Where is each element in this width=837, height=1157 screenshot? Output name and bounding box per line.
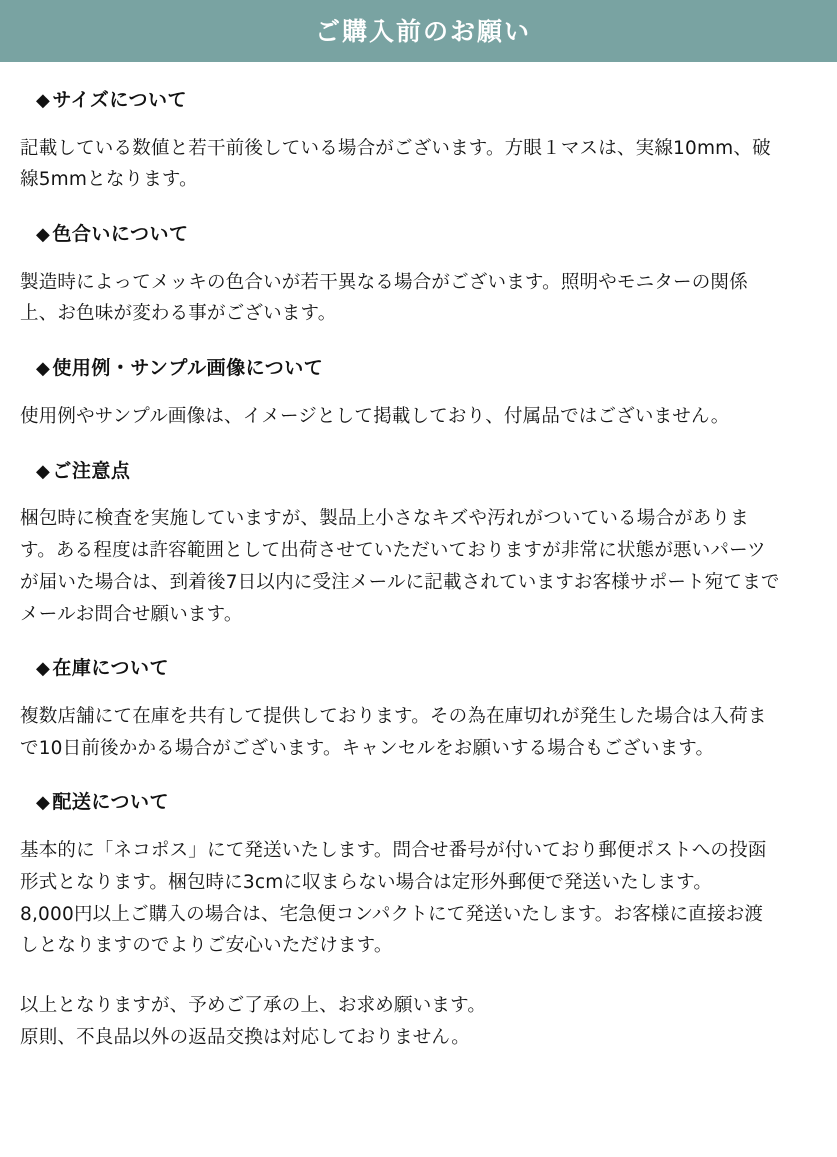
body-line: 使用例やサンプル画像は、イメージとして掲載しており、付属品ではございません。: [20, 405, 730, 427]
diamond-bullet-icon: ◆: [36, 460, 51, 482]
section-heading: [20, 330, 815, 383]
body-line: メールお問合せ願います。: [20, 603, 243, 625]
section-body: [20, 683, 815, 765]
section-body: [20, 485, 815, 630]
section-heading-label: ご注意点: [52, 459, 131, 482]
body-line: 上、お色味が変わる事がございます。: [20, 303, 337, 325]
body-line: 製造時によってメッキの色合いが若干異なる場合がございます。照明やモニターの関係: [20, 271, 748, 293]
closing-line: 原則、不良品以外の返品交換は対応しておりません。: [20, 1027, 470, 1048]
body-line: で10日前後かかる場合がございます。キャンセルをお願いする場合もございます。: [20, 737, 715, 759]
header-title-container: [305, 0, 837, 62]
body-line: 形式となります。梱包時に3cmに収まらない場合は定形外郵便で発送いたします。: [20, 871, 713, 893]
section-shipping: [20, 764, 815, 962]
section-heading-label: サイズについて: [52, 89, 187, 111]
section-sample-images: [20, 330, 815, 432]
body-line: しとなりますのでよりご安心いただけます。: [20, 935, 393, 957]
body-line: す。ある程度は許容範囲として出荷させていただいておりますが非常に状態が悪いパーツ: [20, 539, 766, 561]
body-line: 複数店舗にて在庫を共有して提供しております。その為在庫切れが発生した場合は入荷ま: [20, 705, 767, 727]
body-line: 8,000円以上ご購入の場合は、宅急便コンパクトにて発送いたします。お客様に直接お渡: [20, 903, 764, 925]
section-heading: [20, 764, 815, 817]
section-body: [20, 115, 815, 197]
page-header: [0, 0, 837, 62]
section-body: [20, 383, 815, 433]
section-heading-label: 色合いについて: [52, 223, 189, 246]
section-body: [20, 817, 815, 962]
section-cautions: [20, 433, 815, 631]
section-heading: [20, 196, 815, 249]
section-heading: [20, 630, 815, 683]
closing-note: [20, 962, 815, 1054]
bottom-spacer: [20, 1054, 815, 1068]
body-line: 線5mmとなります。: [20, 169, 198, 191]
section-color: [20, 196, 815, 330]
section-heading: [20, 433, 815, 486]
section-size: [20, 62, 815, 196]
closing-line: 以上となりますが、予めご了承の上、お求め願います。: [20, 995, 487, 1017]
section-body: [20, 249, 815, 331]
section-heading-label: 使用例・サンプル画像について: [52, 357, 324, 380]
body-line: 梱包時に検査を実施していますが、製品上小さなキズや汚れがついている場合がありま: [20, 508, 749, 530]
section-heading-label: 在庫について: [52, 657, 169, 680]
diamond-bullet-icon: ◆: [36, 358, 51, 380]
document-body: [0, 62, 837, 1068]
diamond-bullet-icon: ◆: [36, 224, 51, 246]
body-line: が届いた場合は、到着後7日以内に受注メールに記載されていますお客様サポート宛てまで: [20, 571, 780, 593]
page-title: ご購入前のお願い: [315, 16, 532, 46]
header-left-fill: [0, 0, 305, 62]
body-line: 記載している数値と若干前後している場合がございます。方眼１マスは、実線10mm、破: [20, 137, 771, 159]
section-heading: [20, 62, 815, 115]
diamond-bullet-icon: ◆: [36, 792, 51, 814]
diamond-bullet-icon: ◆: [36, 658, 51, 680]
section-heading-label: 配送について: [52, 791, 169, 814]
section-stock: [20, 630, 815, 764]
diamond-bullet-icon: ◆: [36, 90, 51, 111]
body-line: 基本的に「ネコポス」にて発送いたします。問合せ番号が付いており郵便ポストへの投函: [20, 839, 767, 861]
